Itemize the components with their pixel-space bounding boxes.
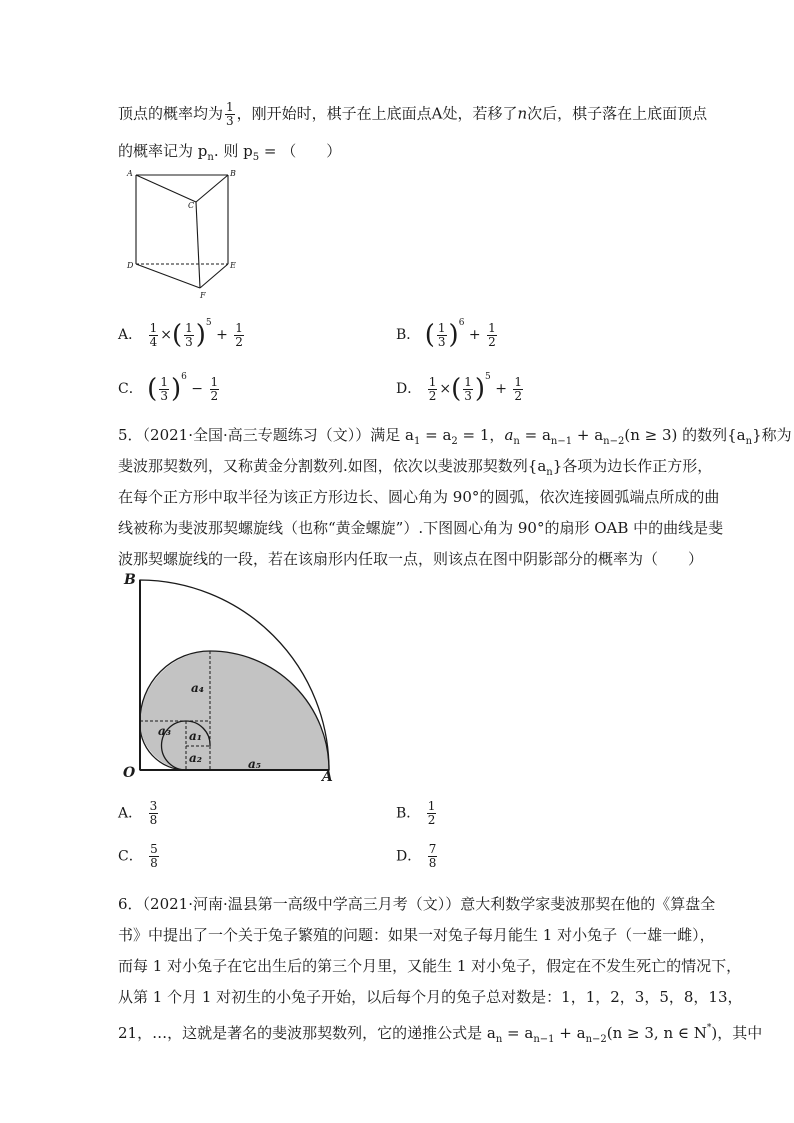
option-letter: D． [396,381,422,397]
frac-den: 2 [427,813,436,827]
subscript: n [546,467,553,478]
label-a5: a₅ [248,757,262,771]
superscript: * [706,1023,712,1033]
fraction [234,322,244,349]
frac-num: 1 [427,799,436,813]
frac-num: 5 [150,842,158,856]
subscript: 5 [252,152,260,163]
subscript: n [513,436,520,447]
q4-option-c[interactable]: C． ( $\frac{1}{3}$ )$^6$ − $\frac{1}{2}$ [118,372,219,404]
label-a1: a₁ [189,729,203,743]
fraction [210,376,220,403]
q5-text: 斐波那契数列，又称黄金分割数列.如图，依次以斐波那契数列{a [118,457,547,475]
q5-line-2 [118,455,712,484]
q5-text: a [504,426,514,444]
subscript: n−2 [585,1034,607,1045]
q4-text: . 则 p [213,142,253,160]
fraction [159,376,169,403]
q6-text: (n ≥ 3, n ∈ N [606,1024,707,1042]
label-O: O [123,765,136,781]
q4-option-d[interactable]: D． $\frac{1}{2}$ ×( $\frac{1}{3}$ )$^5$ + $\frac{1}{2}$ [396,372,523,404]
q5-text: = 1， [457,426,505,444]
fraction [149,322,159,349]
q6-line-1: 6．（2021·河南·温县第一高级中学高三月考（文））意大利数学家斐波那契在他的《算盘全 [118,895,716,913]
fraction [427,800,437,827]
q4-text: 顶点的概率均为 [118,104,224,123]
frac-num: 1 [185,320,193,335]
q5-option-d[interactable] [396,843,439,870]
q5-line-4: 线被称为斐波那契螺旋线（也称“黄金螺旋”）.下图圆心角为 90°的扇形 OAB 中的曲线是斐 [118,519,724,537]
frac-num: 1 [226,100,234,114]
q5-text: 5．（2021·全国·高三专题练习（文））满足 a [118,426,414,444]
frac-den: 3 [464,388,472,403]
frac-num: 1 [514,374,523,389]
fraction [149,843,159,870]
q6-line-3: 而每 1 对小兔子在它出生后的第三个月里，又能生 1 对小兔子，假定在不发生死亡的情况下， [118,957,742,975]
fraction [428,376,438,403]
q4-text: = （ ） [259,142,342,160]
q4-option-b[interactable]: B． ( $\frac{1}{3}$ )$^6$ + $\frac{1}{2}$ [396,318,496,350]
label-E: E [230,261,236,270]
q5-option-a[interactable] [118,800,160,827]
q6-text: 21，…，这就是著名的斐波那契数列，它的递推公式是 a [118,1024,496,1042]
fraction [437,322,447,349]
q6-text: = a [502,1024,534,1042]
subscript: n [207,152,214,163]
q5-text: + a [572,426,604,444]
option-letter: A． [118,327,143,343]
label-A: A [127,169,133,178]
subscript: n−1 [533,1034,555,1045]
q4-line-2 [118,140,341,169]
q5-option-b[interactable] [396,800,438,827]
option-letter: C． [118,848,143,865]
q4-text: 的概率记为 p [118,142,208,160]
subscript: 2 [451,436,458,447]
frac-den: 2 [428,388,437,403]
q5-line-3: 在每个正方形中取半径为该正方形边长、圆心角为 90°的圆弧，依次连接圆弧端点所成的曲 [118,488,720,506]
option-letter: A． [118,805,143,822]
frac-num: 1 [464,374,472,389]
frac-num: 3 [149,799,158,813]
q6-line-2: 书》中提出了一个关于兔子繁殖的问题：如果一对兔子每月能生 1 对小兔子（一雄一雌）， [118,926,715,944]
label-A: A [322,769,333,783]
label-B: B [230,169,236,178]
subscript: n−2 [603,436,625,447]
fraction [487,322,497,349]
subscript: n [495,1034,503,1045]
frac-den: 2 [235,334,243,349]
frac-den: 3 [185,334,193,349]
q6-line-5 [118,1017,762,1051]
q4-text: ，刚开始时，棋子在上底面点A处，若移了 [236,104,518,123]
frac-num: 7 [428,842,437,856]
fraction [513,376,523,403]
label-a2: a₂ [189,751,203,765]
fraction [184,322,194,349]
subscript: 1 [413,436,421,447]
option-letter: D． [396,848,422,865]
label-F: F [200,291,206,300]
q4-option-a[interactable]: A． $\frac{1}{4}$ ×( $\frac{1}{3}$ )$^5$ + $\frac{1}{2}$ [118,318,243,350]
frac-num: 1 [149,320,158,335]
fraction [225,101,235,128]
q5-line-1 [118,424,792,453]
q5-text: (n ≥ 3) 的数列{a [624,426,746,444]
frac-den: 8 [150,856,158,870]
option-letter: C． [118,381,143,397]
fraction [428,843,438,870]
frac-num: 1 [488,320,496,335]
label-a4: a₄ [191,681,205,695]
q6-line-4: 从第 1 个月 1 对初生的小兔子开始，以后每个月的兔子总对数是：1，1，2，3，5，8，13， [118,988,743,1006]
frac-den: 3 [160,388,168,403]
fibonacci-spiral-figure [118,568,348,783]
fraction [463,376,473,403]
q5-text: = a [519,426,551,444]
frac-den: 2 [514,388,523,403]
frac-den: 3 [437,334,446,349]
option-letter: B． [396,327,421,343]
q5-option-c[interactable] [118,843,161,870]
label-D: D [127,261,134,270]
frac-den: 8 [428,856,437,870]
var-n: n [517,104,528,123]
label-B: B [124,572,136,588]
frac-num: 1 [160,374,168,389]
q4-text: 次后，棋子落在上底面顶点 [527,104,708,123]
frac-den: 8 [149,813,158,827]
label-a3: a₃ [158,724,172,738]
frac-num: 1 [235,320,243,335]
frac-num: 1 [437,320,446,335]
option-letter: B． [396,805,421,822]
subscript: n [745,436,753,447]
frac-den: 2 [210,388,219,403]
frac-den: 4 [149,334,158,349]
subscript: n−1 [550,436,573,447]
fraction [149,800,159,827]
q4-line-1 [118,101,707,128]
prism-figure [120,166,250,301]
frac-den: 2 [488,334,496,349]
q5-line-5: 波那契螺旋线的一段，若在该扇形内任取一点，则该点在图中阴影部分的概率为（ ） [118,550,704,568]
frac-num: 1 [210,374,219,389]
frac-num: 1 [428,374,437,389]
q6-text: + a [554,1024,586,1042]
q6-text: )，其中 [711,1024,763,1042]
q5-text: }称为 [752,426,792,444]
frac-den: 3 [226,114,234,128]
label-C: C [188,201,195,210]
q5-text: = a [420,426,452,444]
q5-text: }各项为边长作正方形， [552,457,713,475]
